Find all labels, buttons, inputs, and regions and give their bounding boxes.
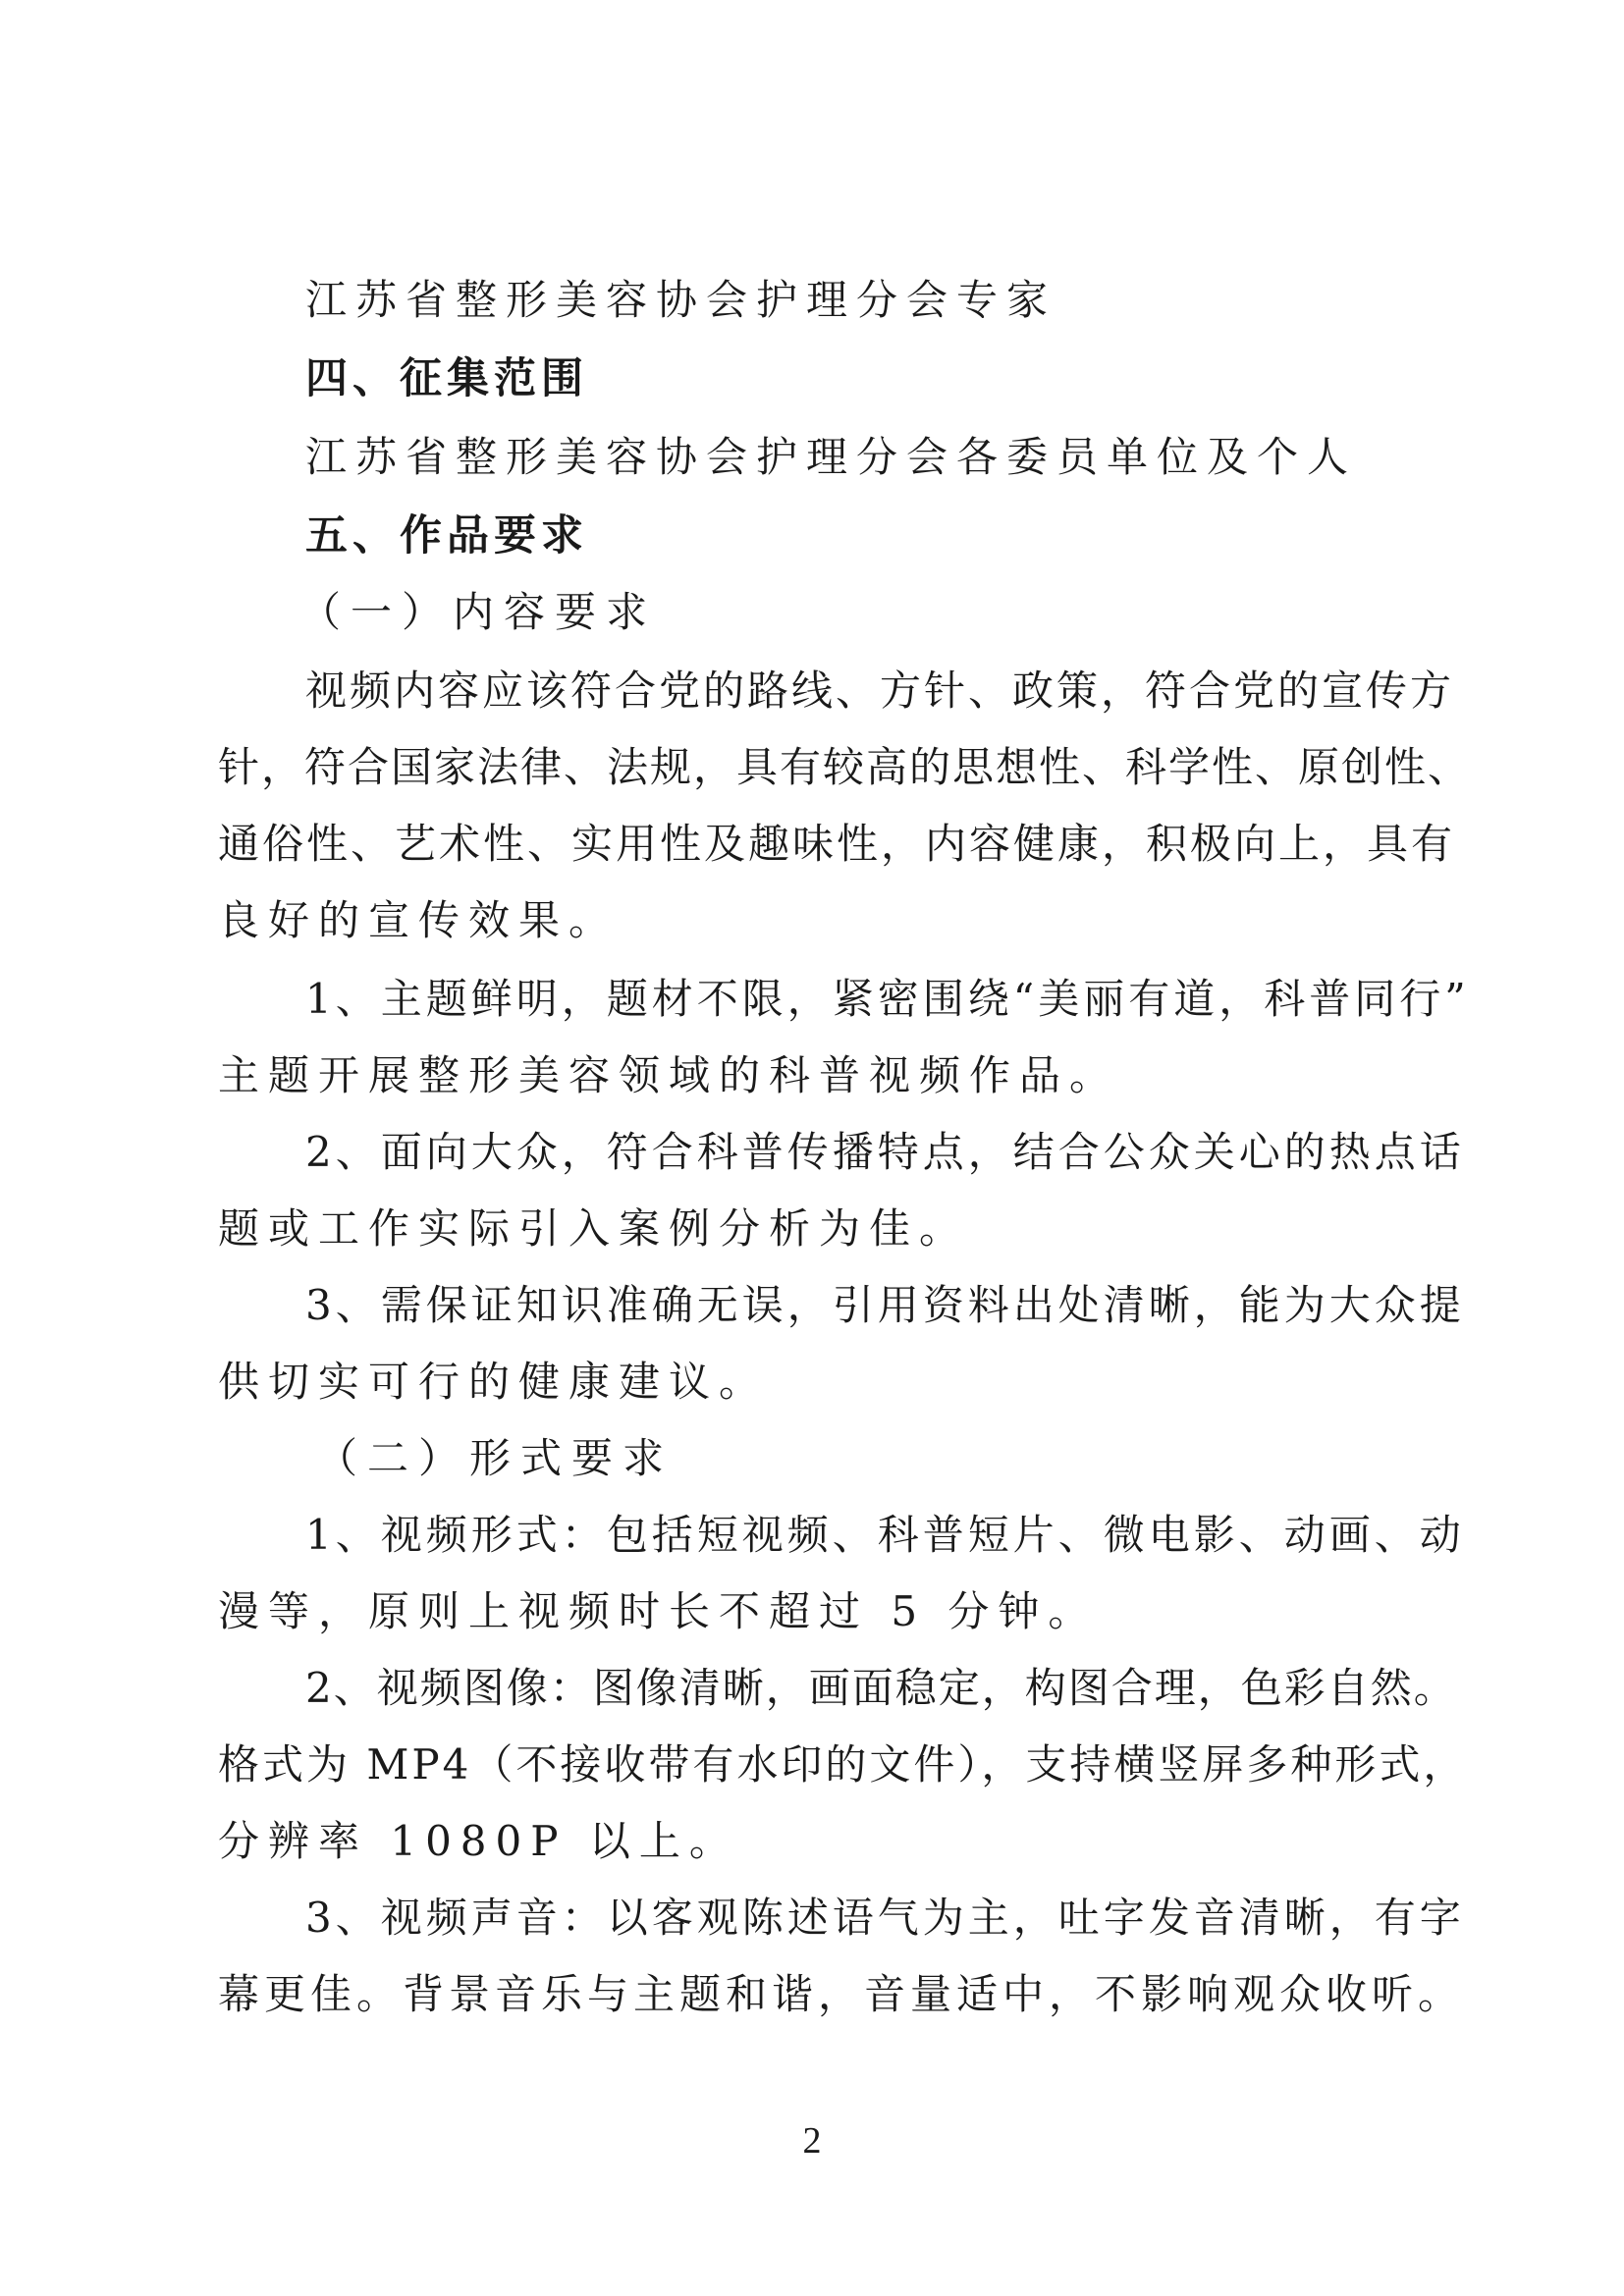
paragraph-line: 幕更佳。背景音乐与主题和谐，音量适中，不影响观众收听。 (218, 1970, 1465, 2018)
paragraph-line: 分辨率 1080P 以上。 (218, 1817, 739, 1865)
page-number: 2 (802, 2120, 822, 2162)
paragraph-line: 1、视频形式：包括短视频、科普短片、微电影、动画、动 (305, 1511, 1465, 1559)
paragraph-line: 1、主题鲜明，题材不限，紧密围绕“美丽有道，科普同行” (305, 975, 1470, 1023)
paragraph-line: 视频内容应该符合党的路线、方针、政策，符合党的宣传方 (305, 667, 1455, 715)
subheading-format: （二）形式要求 (316, 1434, 675, 1482)
paragraph-line: 题或工作实际引入案例分析为佳。 (218, 1204, 970, 1253)
paragraph-line: 格式为 MP4（不接收带有水印的文件），支持横竖屏多种形式， (218, 1740, 1468, 1789)
paragraph-line: 3、需保证知识准确无误，引用资料出处清晰，能为大众提 (305, 1281, 1465, 1329)
paragraph-line: 漫等，原则上视频时长不超过 5 分钟。 (218, 1587, 1099, 1635)
paragraph-line: 供切实可行的健康建议。 (218, 1358, 770, 1406)
paragraph-line: 主题开展整形美容领域的科普视频作品。 (218, 1051, 1120, 1099)
paragraph-line: 针，符合国家法律、法规，具有较高的思想性、科学性、原创性、 (218, 743, 1472, 791)
subheading-content: （一）内容要求 (299, 588, 658, 636)
scope-text: 江苏省整形美容协会护理分会各委员单位及个人 (305, 433, 1358, 481)
section-heading-scope: 四、征集范围 (305, 354, 588, 403)
paragraph-line: 良好的宣传效果。 (218, 896, 620, 944)
paragraph-line: 2、面向大众，符合科普传播特点，结合公众关心的热点话 (305, 1128, 1465, 1176)
paragraph-line: 通俗性、艺术性、实用性及趣味性，内容健康，积极向上，具有 (218, 820, 1456, 868)
section-heading-requirements: 五、作品要求 (305, 511, 588, 561)
paragraph-line: 2、视频图像：图像清晰，画面稳定，构图合理，色彩自然。 (305, 1664, 1457, 1712)
expert-line: 江苏省整形美容协会护理分会专家 (305, 276, 1057, 324)
paragraph-line: 3、视频声音：以客观陈述语气为主，吐字发音清晰，有字 (305, 1894, 1465, 1942)
